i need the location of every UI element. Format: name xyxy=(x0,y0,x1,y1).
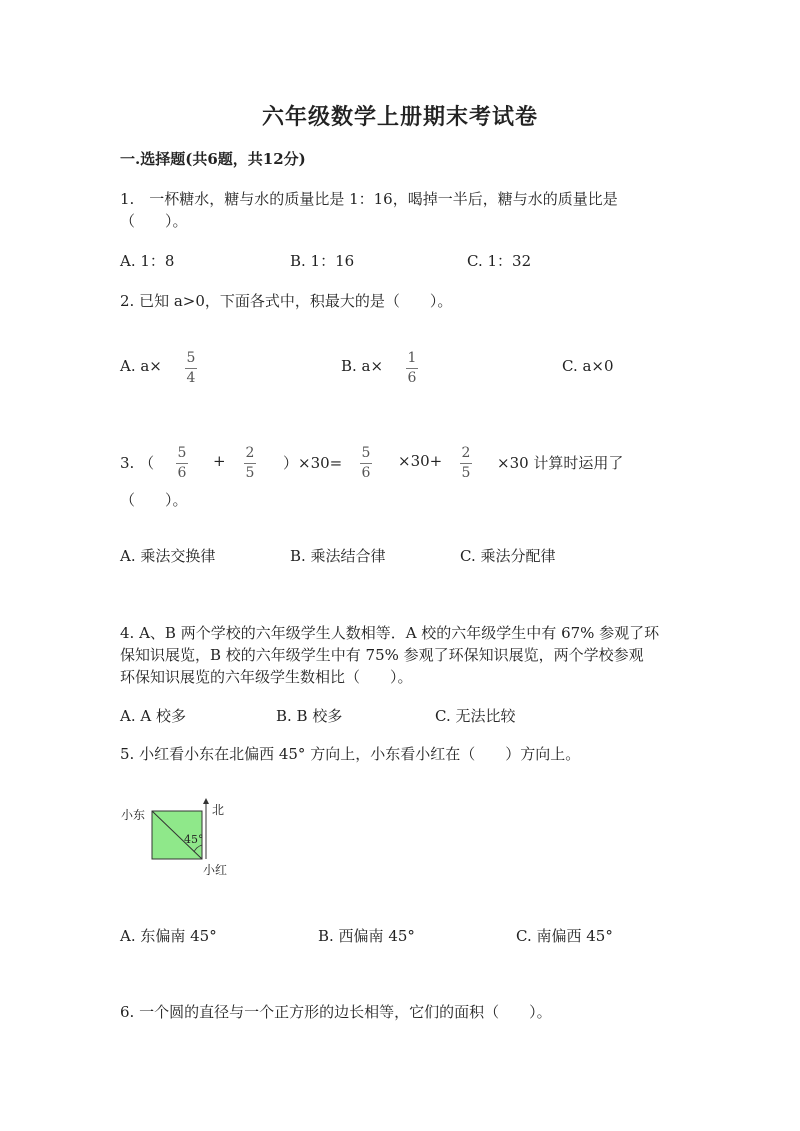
plus-sign: + xyxy=(213,452,226,470)
option-b[interactable]: B. 西偏南 45° xyxy=(318,927,415,945)
option-c[interactable]: C. a×0 xyxy=(562,357,614,375)
question-6-stem: 6. 一个圆的直径与一个正方形的边长相等，它们的面积（ ）。 xyxy=(120,1003,552,1021)
question-4-line3: 环保知识展览的六年级学生数相比（ ）。 xyxy=(120,668,413,686)
fraction xyxy=(460,446,472,481)
option-b-label: B. a× xyxy=(341,357,384,375)
north-arrow-head xyxy=(203,798,209,804)
section-heading: 一.选择题(共6题，共12分) xyxy=(120,150,306,168)
option-a[interactable]: A. A 校多 xyxy=(120,707,186,725)
fraction-bar xyxy=(185,368,197,369)
fraction xyxy=(176,446,188,481)
option-b[interactable]: B. 乘法结合律 xyxy=(290,547,386,565)
fraction-denominator: 5 xyxy=(245,465,255,481)
fraction-numerator: 2 xyxy=(245,445,255,461)
fraction xyxy=(360,446,372,481)
fraction-numerator: 5 xyxy=(177,445,187,461)
option-a[interactable] xyxy=(120,357,162,375)
fraction-numerator: 5 xyxy=(361,445,371,461)
label-north: 北 xyxy=(212,803,225,817)
fraction-denominator: 5 xyxy=(461,465,471,481)
page-title: 六年级数学上册期末考试卷 xyxy=(261,104,538,130)
fraction-bar xyxy=(244,463,256,464)
question-3-mid2: ×30+ xyxy=(398,452,443,470)
question-1-line2: （ ）。 xyxy=(120,212,188,230)
option-c[interactable]: C. 1：32 xyxy=(467,252,532,270)
fraction-bar xyxy=(460,463,472,464)
fraction-numerator: 2 xyxy=(461,445,471,461)
option-c[interactable]: C. 南偏西 45° xyxy=(516,927,613,945)
label-angle: 45° xyxy=(184,833,204,846)
fraction-numerator: 1 xyxy=(407,350,417,366)
fraction-denominator: 4 xyxy=(186,370,196,386)
fraction-numerator: 5 xyxy=(186,350,196,366)
fraction xyxy=(244,446,256,481)
fraction-bar xyxy=(176,463,188,464)
fraction-bar xyxy=(406,368,418,369)
option-a[interactable]: A. 东偏南 45° xyxy=(120,927,217,945)
option-b[interactable]: B. 1：16 xyxy=(290,252,355,270)
question-3-line2: （ ）。 xyxy=(120,491,188,509)
option-b[interactable] xyxy=(341,357,383,375)
option-a-label: A. a× xyxy=(120,357,162,375)
option-b[interactable]: B. B 校多 xyxy=(276,707,343,725)
option-a[interactable]: A. 乘法交换律 xyxy=(120,547,216,565)
question-3-prefix: 3. （ xyxy=(120,454,155,472)
fraction-denominator: 6 xyxy=(361,465,371,481)
question-3-suffix: ×30 计算时运用了 xyxy=(497,454,624,472)
option-a[interactable]: A. 1：8 xyxy=(120,252,175,270)
option-c[interactable]: C. 乘法分配律 xyxy=(460,547,556,565)
fraction xyxy=(406,351,418,386)
fraction-bar xyxy=(360,463,372,464)
question-5-stem: 5. 小红看小东在北偏西 45° 方向上，小东看小红在（ ）方向上。 xyxy=(120,745,581,763)
fraction-denominator: 6 xyxy=(177,465,187,481)
question-4-line2: 保知识展览，B 校的六年级学生中有 75% 参观了环保知识展览，两个学校参观 xyxy=(120,646,644,664)
question-2-stem: 2. 已知 a>0，下面各式中，积最大的是（ ）。 xyxy=(120,292,453,310)
label-xiaohong: 小红 xyxy=(203,863,228,877)
label-xiaodong: 小东 xyxy=(121,808,146,822)
question-4-line1: 4. A、B 两个学校的六年级学生人数相等．A 校的六年级学生中有 67% 参观了环 xyxy=(120,624,660,642)
option-c[interactable]: C. 无法比较 xyxy=(435,707,516,725)
question-3-mid: ）×30= xyxy=(283,454,343,472)
question-1-line1: 1. 一杯糖水，糖与水的质量比是 1：16，喝掉一半后，糖与水的质量比是 xyxy=(120,190,618,208)
fraction xyxy=(185,351,197,386)
fraction-denominator: 6 xyxy=(407,370,417,386)
